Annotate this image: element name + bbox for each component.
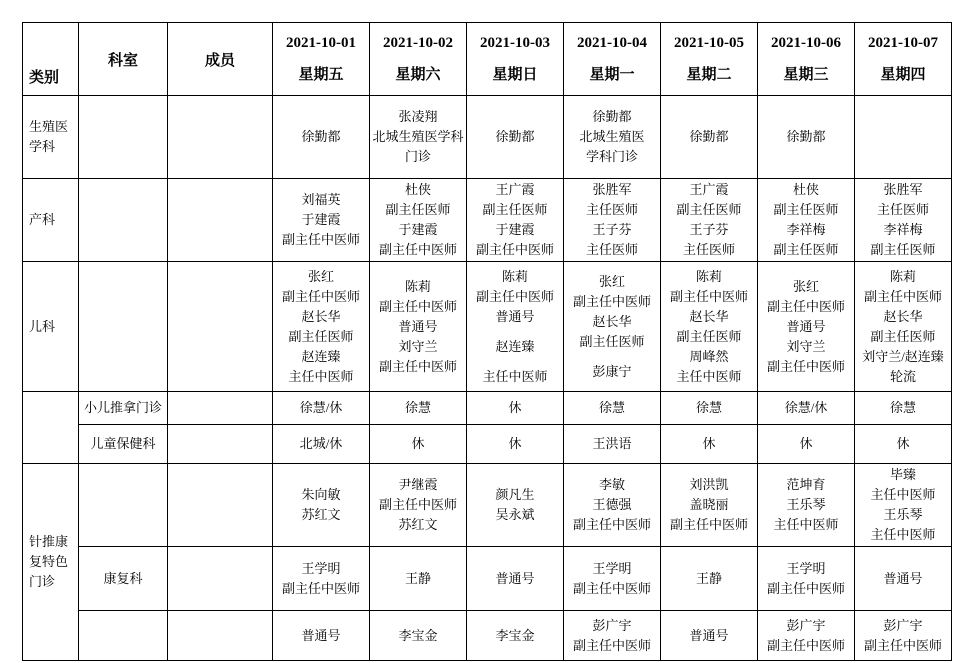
schedule-cell: 徐慧 — [564, 392, 661, 425]
schedule-cell: 朱向敏 苏红文 — [273, 464, 370, 547]
schedule-cell: 休 — [467, 392, 564, 425]
header-department: 科室 — [79, 23, 168, 96]
schedule-cell: 张红 副主任中医师 普通号 刘守兰 副主任中医师 — [758, 262, 855, 392]
day-date: 2021-10-07 — [868, 35, 938, 51]
members-cell — [168, 179, 273, 262]
schedule-cell: 王学明 副主任中医师 — [273, 547, 370, 611]
schedule-cell: 徐慧 — [370, 392, 467, 425]
schedule-cell: 王广霞 副主任医师 王子芬 主任医师 — [661, 179, 758, 262]
schedule-cell: 彭广宇 副主任中医师 — [855, 611, 952, 661]
schedule-cell: 徐勤都 北城生殖医 学科门诊 — [564, 96, 661, 179]
day-date: 2021-10-01 — [286, 35, 356, 51]
day-date: 2021-10-04 — [577, 35, 647, 51]
schedule-cell: 杜侠 副主任医师 李祥梅 副主任医师 — [758, 179, 855, 262]
department-cell — [79, 96, 168, 179]
header-day-sun — [467, 23, 564, 96]
header-day-thu — [855, 23, 952, 96]
schedule-cell: 王洪语 — [564, 425, 661, 464]
members-cell — [168, 611, 273, 661]
schedule-cell: 李宝金 — [370, 611, 467, 661]
members-cell — [168, 392, 273, 425]
category-cell: 产科 — [23, 179, 79, 262]
schedule-cell: 陈莉 副主任中医师 赵长华 副主任医师 周峰然 主任中医师 — [661, 262, 758, 392]
schedule-cell: 张胜军 主任医师 王子芬 主任医师 — [564, 179, 661, 262]
day-weekday: 星期三 — [783, 67, 829, 83]
schedule-cell: 杜侠 副主任医师 于建霞 副主任中医师 — [370, 179, 467, 262]
schedule-cell: 王广霞 副主任医师 于建霞 副主任中医师 — [467, 179, 564, 262]
schedule-cell: 徐勤都 — [273, 96, 370, 179]
schedule-cell: 陈莉 副主任中医师 普通号 赵连臻 主任中医师 — [467, 262, 564, 392]
schedule-cell: 张红 副主任中医师 赵长华 副主任医师 彭康宁 — [564, 262, 661, 392]
schedule-cell: 北城/休 — [273, 425, 370, 464]
schedule-cell: 张凌翔 北城生殖医学科 门诊 — [370, 96, 467, 179]
department-cell: 儿童保健科 — [79, 425, 168, 464]
schedule-cell: 陈莉 副主任中医师 赵长华 副主任医师 刘守兰/赵连臻 轮流 — [855, 262, 952, 392]
schedule-cell: 彭广宇 副主任中医师 — [758, 611, 855, 661]
row-acupuncture-rehab-1 — [23, 464, 952, 547]
day-date: 2021-10-06 — [771, 35, 841, 51]
schedule-cell: 张胜军 主任医师 李祥梅 副主任医师 — [855, 179, 952, 262]
day-date: 2021-10-05 — [674, 35, 744, 51]
day-weekday: 星期日 — [492, 67, 538, 83]
schedule-cell: 李宝金 — [467, 611, 564, 661]
row-reproductive-medicine — [23, 96, 952, 179]
header-day-wed — [758, 23, 855, 96]
schedule-cell: 张红 副主任中医师 赵长华 副主任医师 赵连臻 主任中医师 — [273, 262, 370, 392]
schedule-cell: 徐慧/休 — [273, 392, 370, 425]
day-weekday: 星期六 — [395, 67, 441, 83]
members-cell — [168, 96, 273, 179]
schedule-cell: 徐勤都 — [758, 96, 855, 179]
category-cell — [23, 392, 79, 464]
schedule-cell: 毕臻 主任中医师 王乐琴 主任中医师 — [855, 464, 952, 547]
row-obstetrics — [23, 179, 952, 262]
department-cell: 小儿推拿门诊 — [79, 392, 168, 425]
day-weekday: 星期一 — [589, 67, 635, 83]
header-day-fri — [273, 23, 370, 96]
category-cell: 生殖医学科 — [23, 96, 79, 179]
department-cell — [79, 464, 168, 547]
row-rehabilitation — [23, 547, 952, 611]
department-cell — [79, 262, 168, 392]
row-pediatric-massage — [23, 392, 952, 425]
day-weekday: 星期二 — [686, 67, 732, 83]
header-day-tue — [661, 23, 758, 96]
row-child-healthcare — [23, 425, 952, 464]
header-day-sat — [370, 23, 467, 96]
day-weekday: 星期五 — [298, 67, 344, 83]
schedule-cell: 颜凡生 吴永斌 — [467, 464, 564, 547]
schedule-cell: 范坤育 王乐琴 主任中医师 — [758, 464, 855, 547]
schedule-cell: 刘福英 于建霞 副主任中医师 — [273, 179, 370, 262]
department-cell: 康复科 — [79, 547, 168, 611]
schedule-cell: 普通号 — [273, 611, 370, 661]
category-cell: 儿科 — [23, 262, 79, 392]
day-date: 2021-10-02 — [383, 35, 453, 51]
schedule-cell: 王学明 副主任中医师 — [758, 547, 855, 611]
department-cell — [79, 611, 168, 661]
schedule-cell: 陈莉 副主任中医师 普通号 刘守兰 副主任中医师 — [370, 262, 467, 392]
schedule-cell: 休 — [855, 425, 952, 464]
schedule-cell: 徐慧 — [661, 392, 758, 425]
schedule-cell: 徐勤都 — [467, 96, 564, 179]
header-category: 类别 — [23, 23, 79, 96]
header-members: 成员 — [168, 23, 273, 96]
department-cell — [79, 179, 168, 262]
members-cell — [168, 547, 273, 611]
schedule-cell: 刘洪凯 盖晓丽 副主任中医师 — [661, 464, 758, 547]
members-cell — [168, 425, 273, 464]
schedule-cell: 休 — [758, 425, 855, 464]
schedule-table — [22, 22, 952, 661]
schedule-cell: 休 — [370, 425, 467, 464]
members-cell — [168, 464, 273, 547]
schedule-cell: 休 — [467, 425, 564, 464]
schedule-cell: 普通号 — [467, 547, 564, 611]
header-row — [23, 23, 952, 96]
members-cell — [168, 262, 273, 392]
row-pediatrics — [23, 262, 952, 392]
schedule-cell — [855, 96, 952, 179]
schedule-cell: 休 — [661, 425, 758, 464]
row-acupuncture-rehab-3 — [23, 611, 952, 661]
schedule-cell: 徐勤都 — [661, 96, 758, 179]
schedule-cell: 普通号 — [855, 547, 952, 611]
schedule-cell: 王静 — [370, 547, 467, 611]
day-date: 2021-10-03 — [480, 35, 550, 51]
category-cell: 针推康复特色门诊 — [23, 464, 79, 661]
schedule-cell: 徐慧/休 — [758, 392, 855, 425]
header-day-mon — [564, 23, 661, 96]
schedule-cell: 王静 — [661, 547, 758, 611]
schedule-cell: 徐慧 — [855, 392, 952, 425]
day-weekday: 星期四 — [880, 67, 926, 83]
duty-schedule-sheet — [22, 22, 952, 661]
schedule-cell: 王学明 副主任中医师 — [564, 547, 661, 611]
schedule-cell: 尹继霞 副主任中医师 苏红文 — [370, 464, 467, 547]
schedule-cell: 彭广宇 副主任中医师 — [564, 611, 661, 661]
schedule-cell: 普通号 — [661, 611, 758, 661]
schedule-cell: 李敏 王德强 副主任中医师 — [564, 464, 661, 547]
